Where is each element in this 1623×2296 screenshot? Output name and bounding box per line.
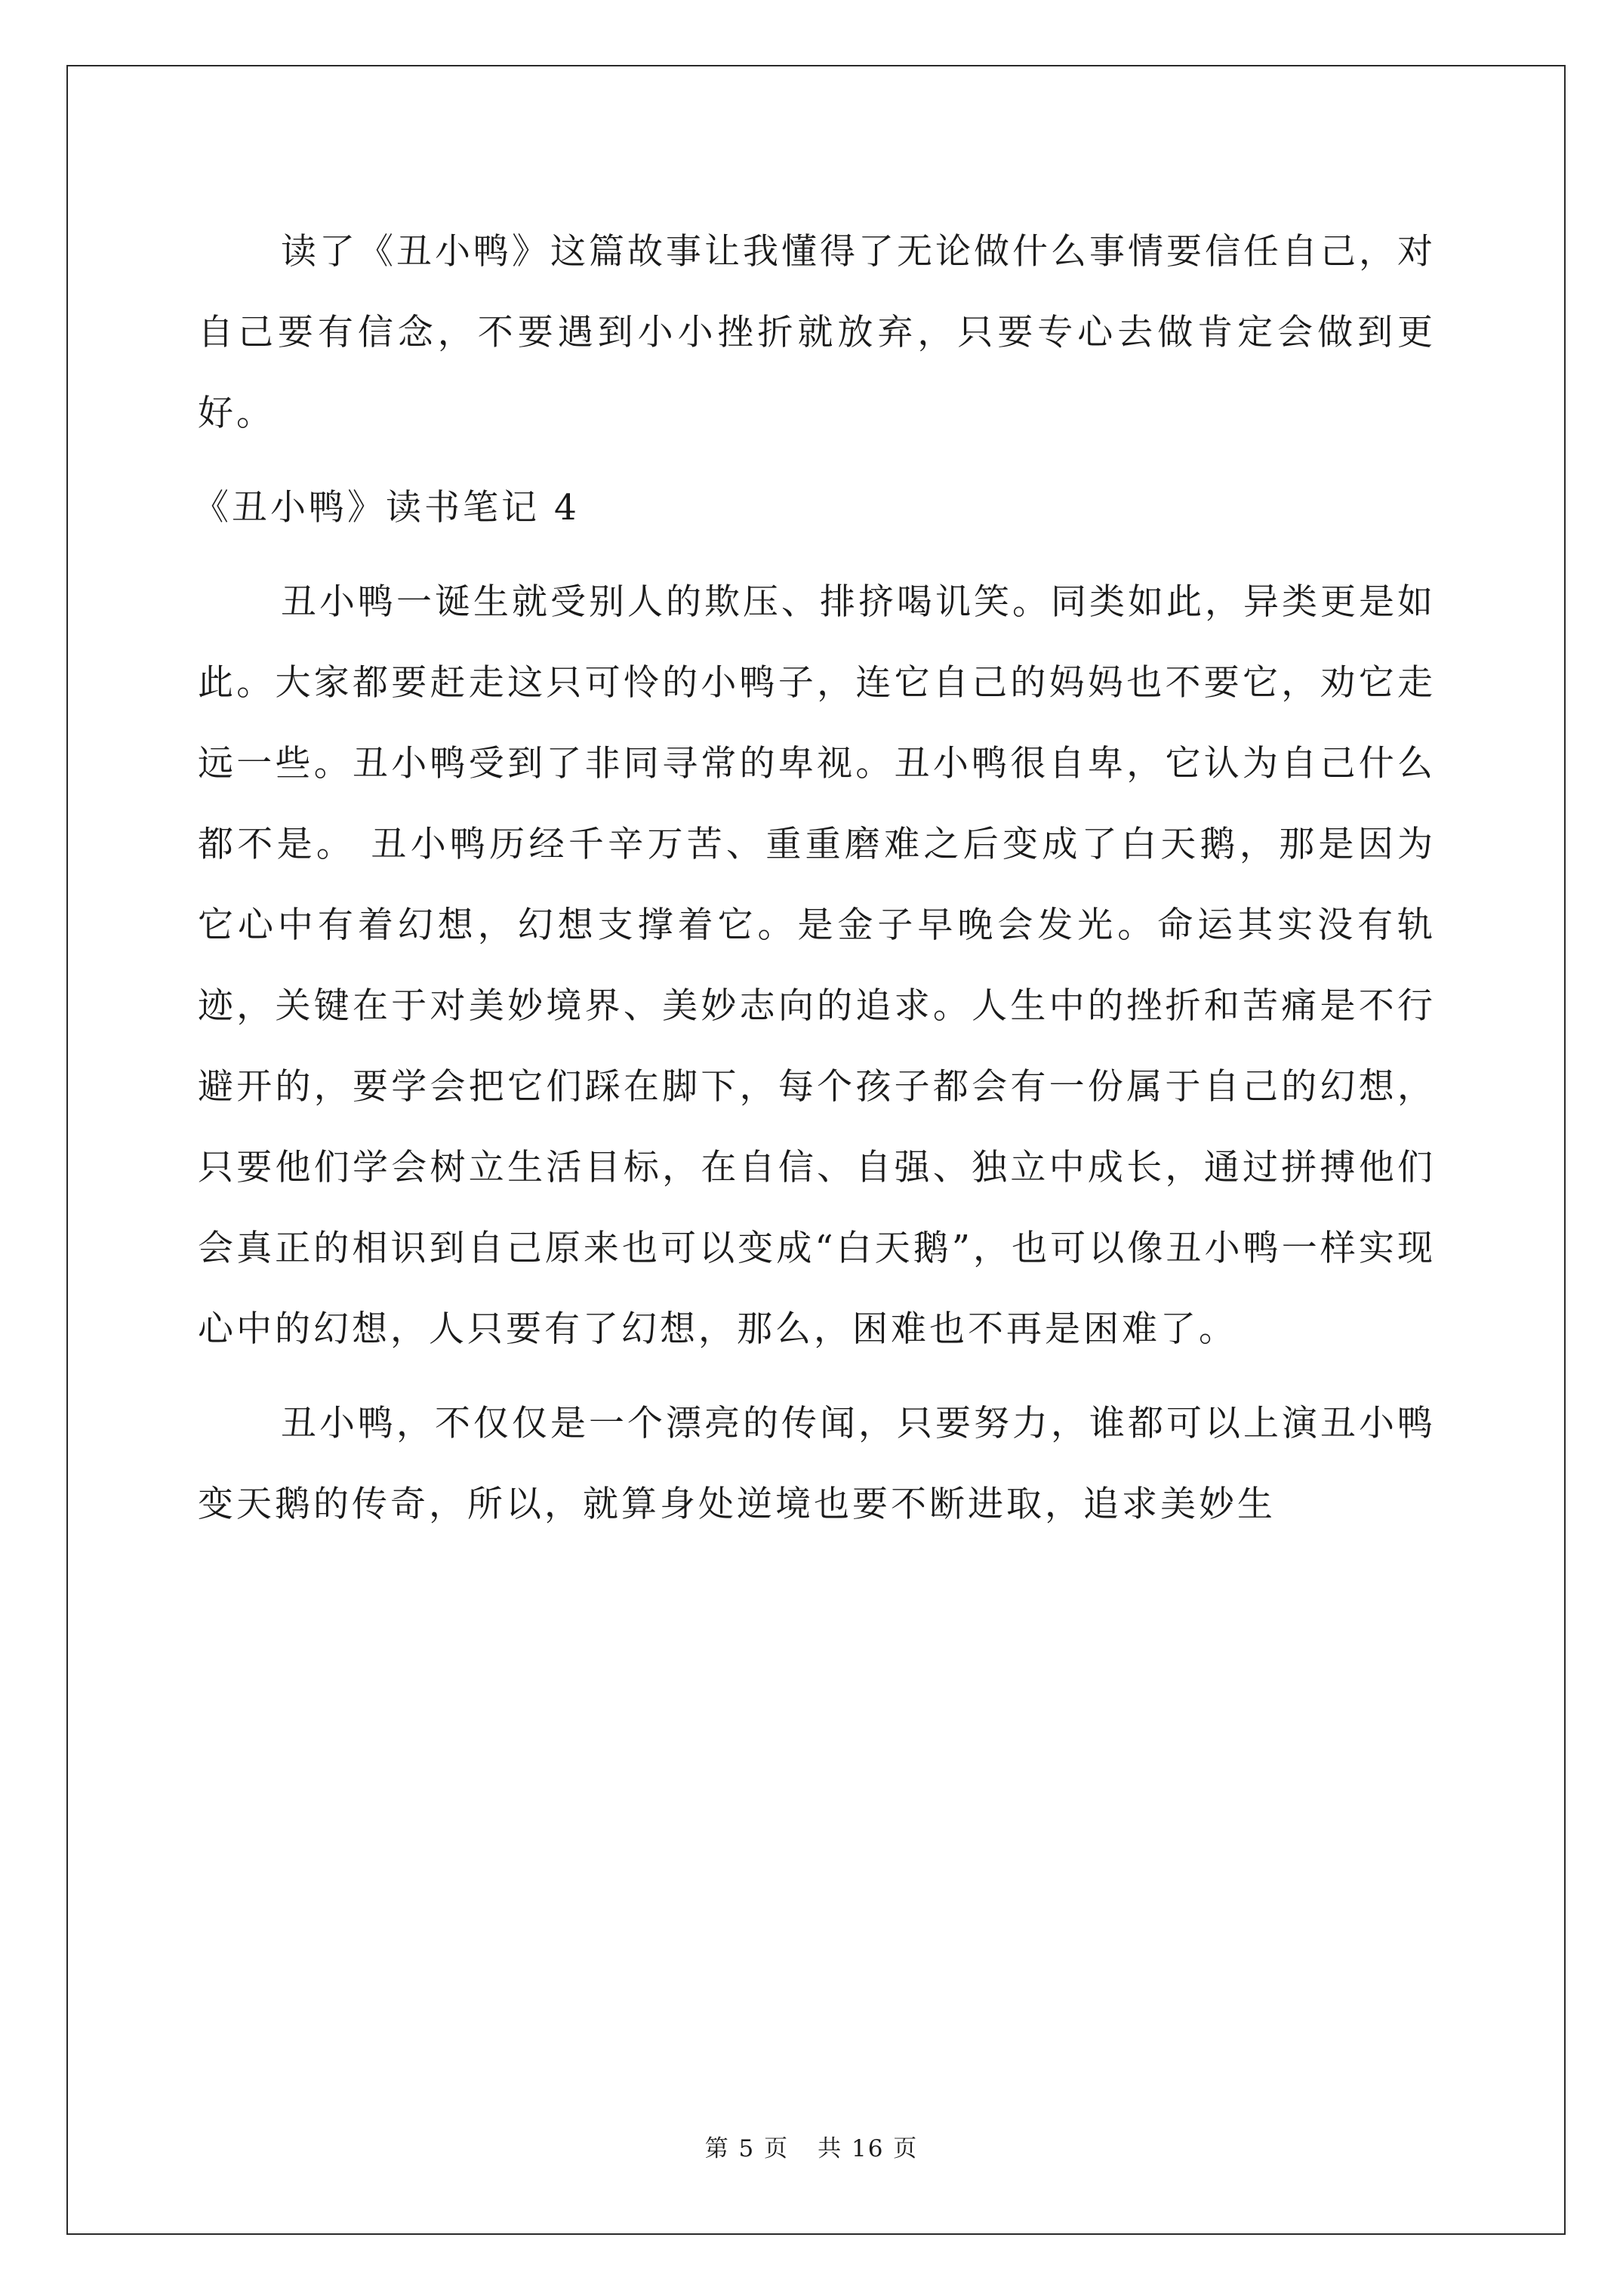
page-footer — [0, 2129, 1623, 2163]
page-total: 共 16 页 — [818, 2135, 919, 2162]
paragraph: 丑小鸭一诞生就受别人的欺压、排挤喝讥笑。同类如此，异类更是如此。大家都要赶走这只可怜的小鸭子，连它自己的妈妈也不要它，劝它走远一些。丑小鸭受到了非同寻常的卑视。丑小鸭很自卑，它认为自己什么都不是。 丑小鸭历经千辛万苦、重重磨难之后变成了白天鹅，那是因为它心中有着幻想，幻想支撑着它。是金子早晚会发光。命运其实没有轨迹，关键在于对美妙境界、美妙志向的追求。人生中的挫折和苦痛是不行避开的，要学会把它们踩在脚下，每个孩子都会有一份属于自己的幻想，只要他们学会树立生活目标，在自信、自强、独立中成长，通过拼搏他们会真正的相识到自己原来也可以变成“白天鹅”，也可以像丑小鸭一样实现心中的幻想，人只要有了幻想，那么，困难也不再是困难了。 — [198, 581, 1436, 1350]
spacer — [198, 548, 1436, 562]
spacer — [198, 454, 1436, 467]
spacer — [198, 1370, 1436, 1383]
paragraph: 读了《丑小鸭》这篇故事让我懂得了无论做什么事情要信任自己，对自己要有信念，不要遇到小小挫折就放弃，只要专心去做肯定会做到更好。 — [198, 231, 1436, 434]
page-number: 第 5 页 — [704, 2135, 790, 2162]
section-heading: 《丑小鸭》读书笔记 4 — [193, 487, 580, 529]
paragraph: 丑小鸭，不仅仅是一个漂亮的传闻，只要努力，谁都可以上演丑小鸭变天鹅的传奇，所以，就算身处逆境也要不断进取，追求美妙生 — [198, 1403, 1436, 1525]
document-body — [193, 211, 1436, 1545]
